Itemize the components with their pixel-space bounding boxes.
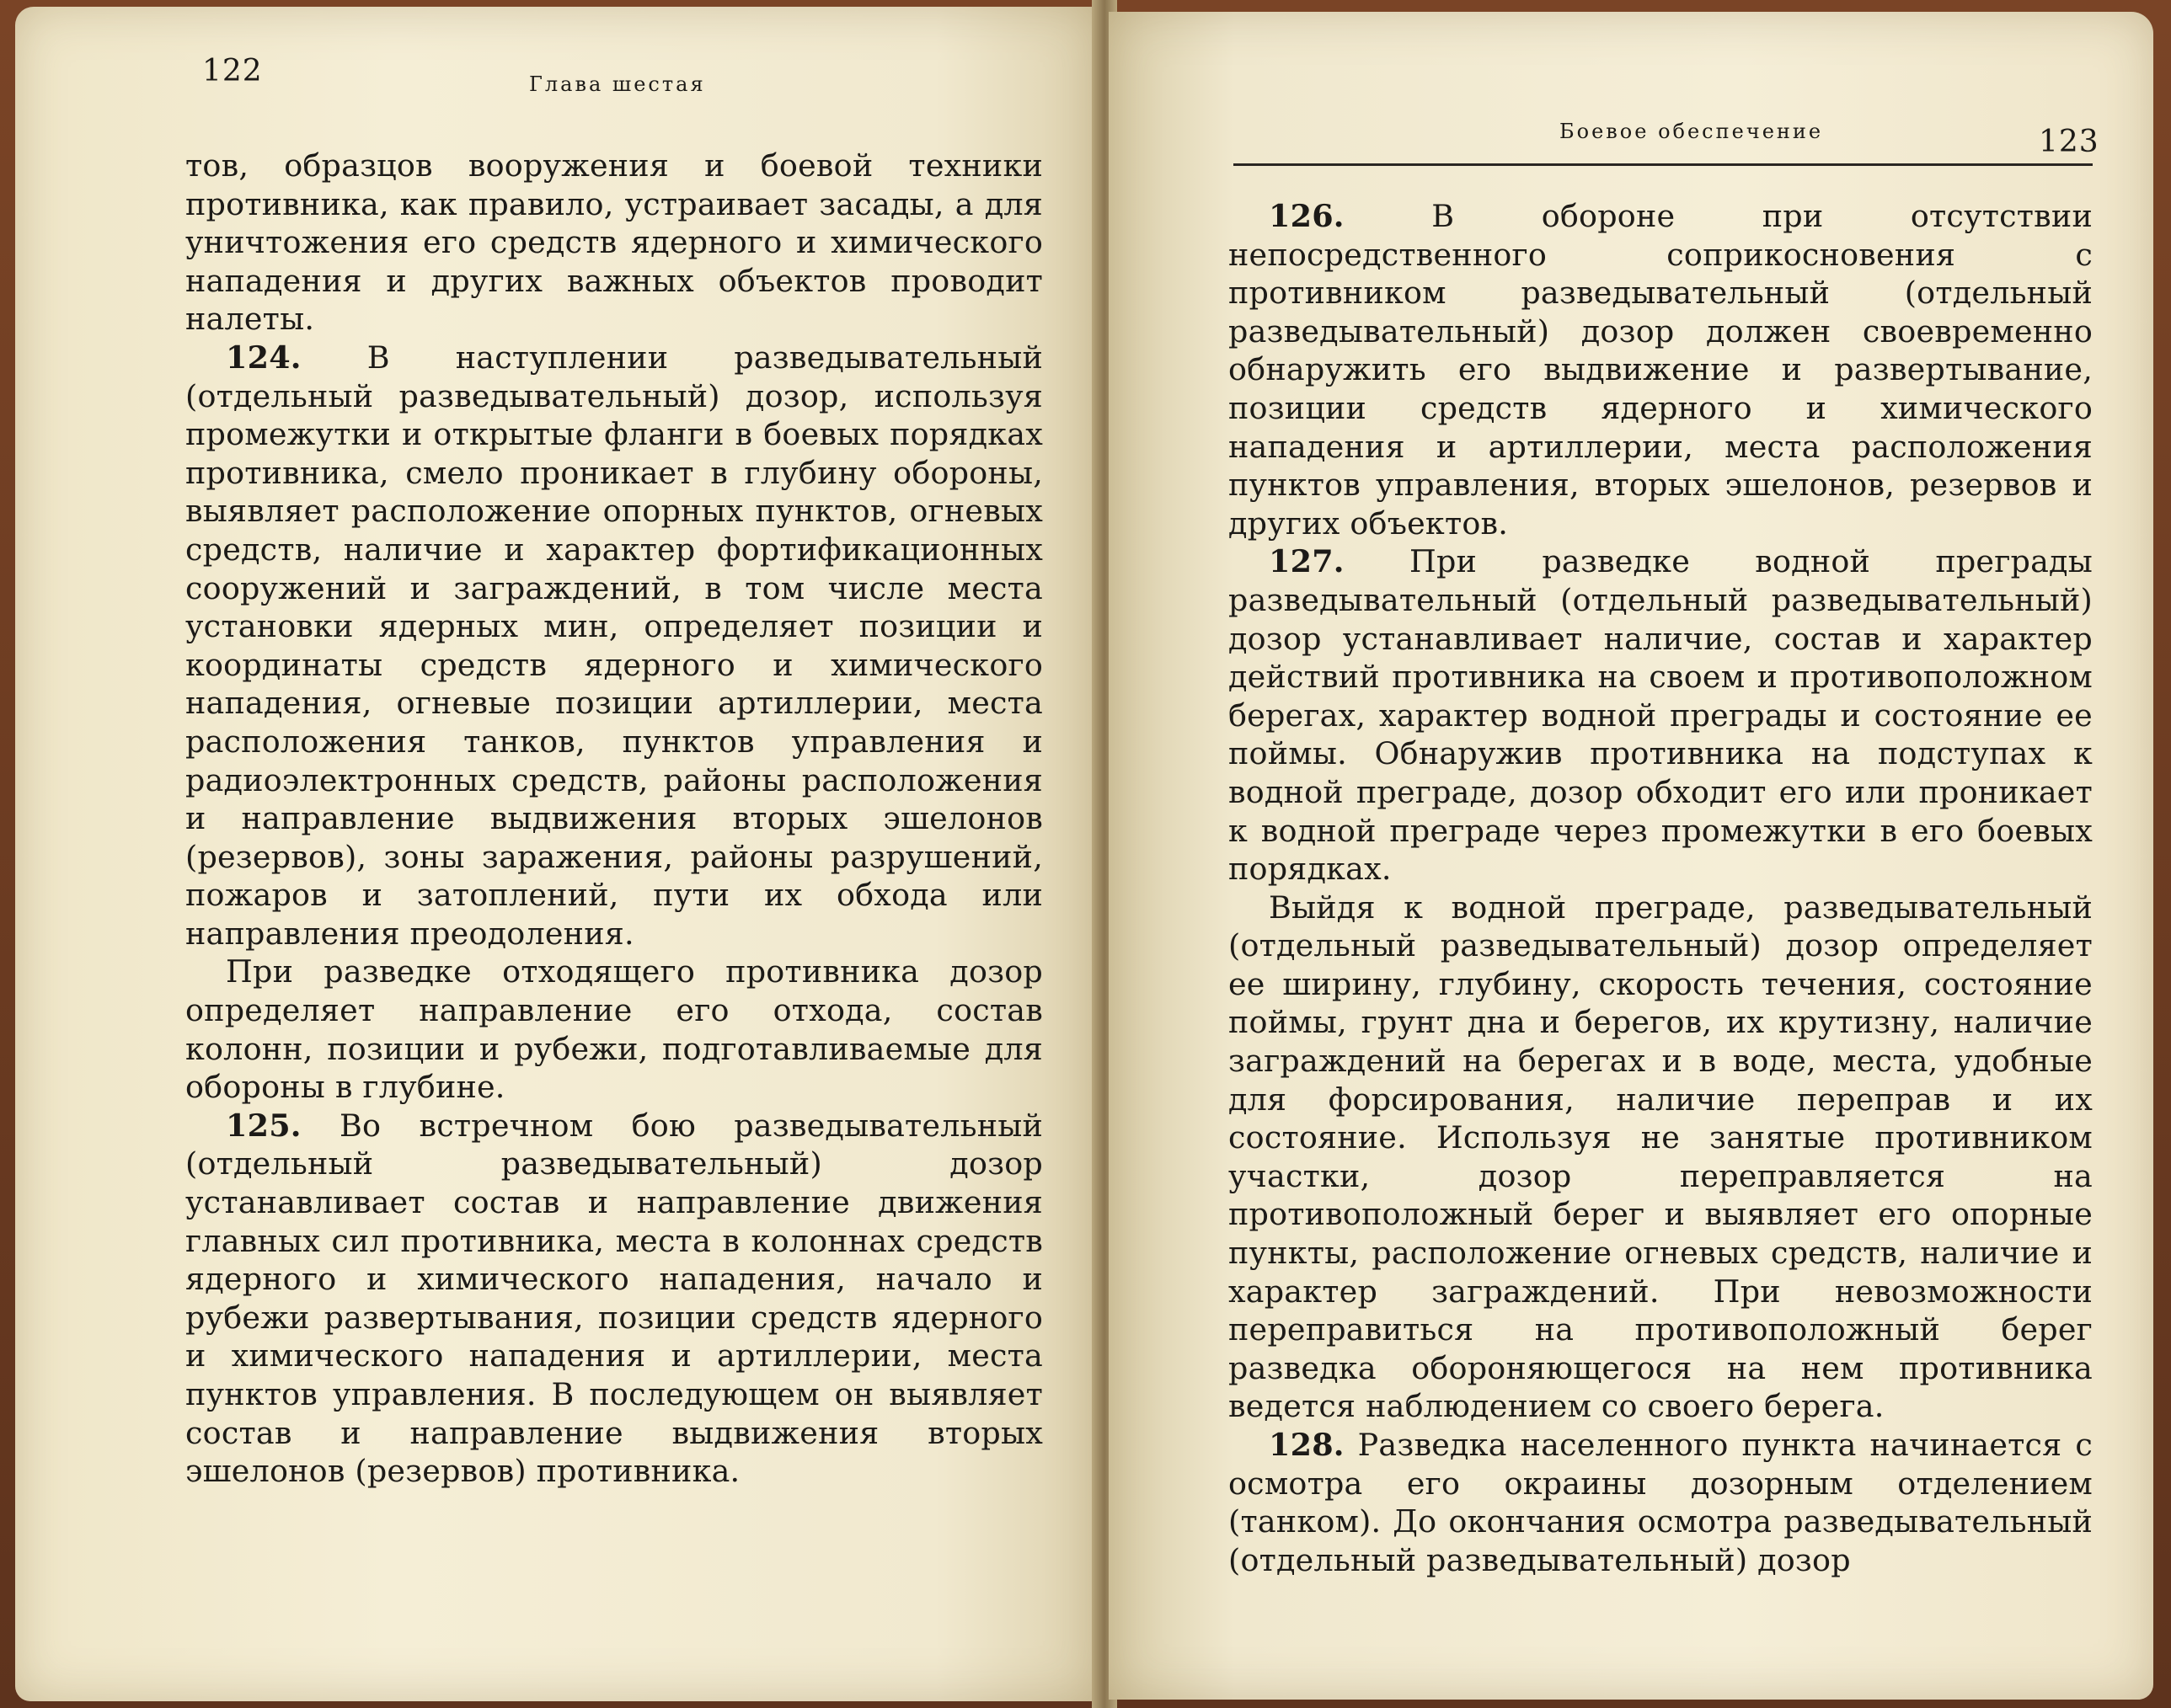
paragraph xyxy=(185,147,1043,339)
paragraph-number: 126. xyxy=(1269,198,1345,234)
paragraph-number: 127. xyxy=(1269,543,1345,580)
right-page-number: 123 xyxy=(2039,125,2099,159)
left-page-number: 122 xyxy=(202,54,263,88)
paragraph xyxy=(1228,1426,2093,1579)
paragraph-text: Во встречном бою разведывательный (отдельный разведывательный) дозор устанавливает состав и направление движения главных сил противника, места в колоннах средств ядерного и химического нападения, начало и рубежи развертывания, позиции средств ядерного и химического нападения и артиллерии, места пунктов управления. В последующем он выявляет состав и направление выдвижения вторых эшелонов (резервов) противника. xyxy=(185,1107,1043,1490)
paragraph xyxy=(185,339,1043,953)
paragraph-text: В наступлении разведывательный (отдельный разведывательный) дозор, используя промежутки и открытые фланги в боевых порядках противника, смело проникает в глубину обороны, выявляет расположение опорных пунктов, огневых средств, наличие и характер фортификационных сооружений и заграждений, в том числе места установки ядерных мин, определяет позиции и координаты средств ядерного и химического нападения, огневые позиции артиллерии, места расположения танков, пунктов управления и радиоэлектронных средств, районы расположения и направление выдвижения вторых эшелонов (резервов), зоны заражения, районы разрушений, пожаров и затоплений, пути их обхода или направления преодоления. xyxy=(185,339,1043,952)
left-running-title: Глава шестая xyxy=(529,72,706,96)
paragraph xyxy=(1228,542,2093,888)
left-page xyxy=(15,7,1099,1701)
paragraph-text: тов, образцов вооружения и боевой техники противника, как правило, устраивает засады, а для уничтожения его средств ядерного и химического нападения и других важных объектов проводит налеты. xyxy=(185,147,1043,338)
paragraph xyxy=(1228,889,2093,1426)
right-running-title: Боевое обеспечение xyxy=(1559,120,1824,143)
paragraph-text: Выйдя к водной преграде, разведывательный (отдельный разведывательный) дозор определяет ее ширину, глубину, скорость течения, состояние поймы, грунт дна и берегов, их крутизну, наличие заграждений на берегах и в воде, места, удобные для форсирования, наличие переправ и их состояние. Используя не занятые противником участки, дозор переправляется на противоположный берег и выявляет его опорные пункты, расположение огневых средств, наличие и характер заграждений. При невозможности переправиться на противоположный берег разведка обороняющегося на нем противника ведется наблюдением со своего берега. xyxy=(1228,889,2093,1425)
paragraph-number: 128. xyxy=(1269,1427,1345,1463)
paragraph-number: 124. xyxy=(226,339,302,376)
paragraph xyxy=(1228,197,2093,542)
header-rule xyxy=(1233,163,2093,166)
paragraph-text: В обороне при отсутствии непосредственного соприкосновения с противником разведывательный (отдельный разведывательный) дозор должен своевременно обнаружить его выдвижение и развертывание, позиции средств ядерного и химического нападения и артиллерии, места расположения пунктов управления, вторых эшелонов, резервов и других объектов. xyxy=(1228,198,2093,542)
right-text-block xyxy=(1228,197,2093,1579)
right-page xyxy=(1109,12,2153,1700)
paragraph-text: Разведка населенного пункта начинается с осмотра его окраины дозорным отделением (танком). До окончания осмотра разведывательный (отдельный разведывательный) дозор xyxy=(1228,1427,2093,1578)
paragraph-text: При разведке водной преграды разведывательный (отдельный разведывательный) дозор устанавливает наличие, состав и характер действий противника на своем и противоположном берегах, характер водной преграды и состояние ее поймы. Обнаружив противника на подступах к водной преграде, дозор обходит его или проникает к водной преграде через промежутки в его боевых порядках. xyxy=(1228,543,2093,888)
paragraph-text: При разведке отходящего противника дозор определяет направление его отхода, состав колонн, позиции и рубежи, подготавливаемые для обороны в глубине. xyxy=(185,953,1043,1106)
paragraph-number: 125. xyxy=(226,1107,302,1144)
paragraph xyxy=(185,953,1043,1106)
left-text-block xyxy=(185,147,1043,1491)
paragraph xyxy=(185,1107,1043,1491)
